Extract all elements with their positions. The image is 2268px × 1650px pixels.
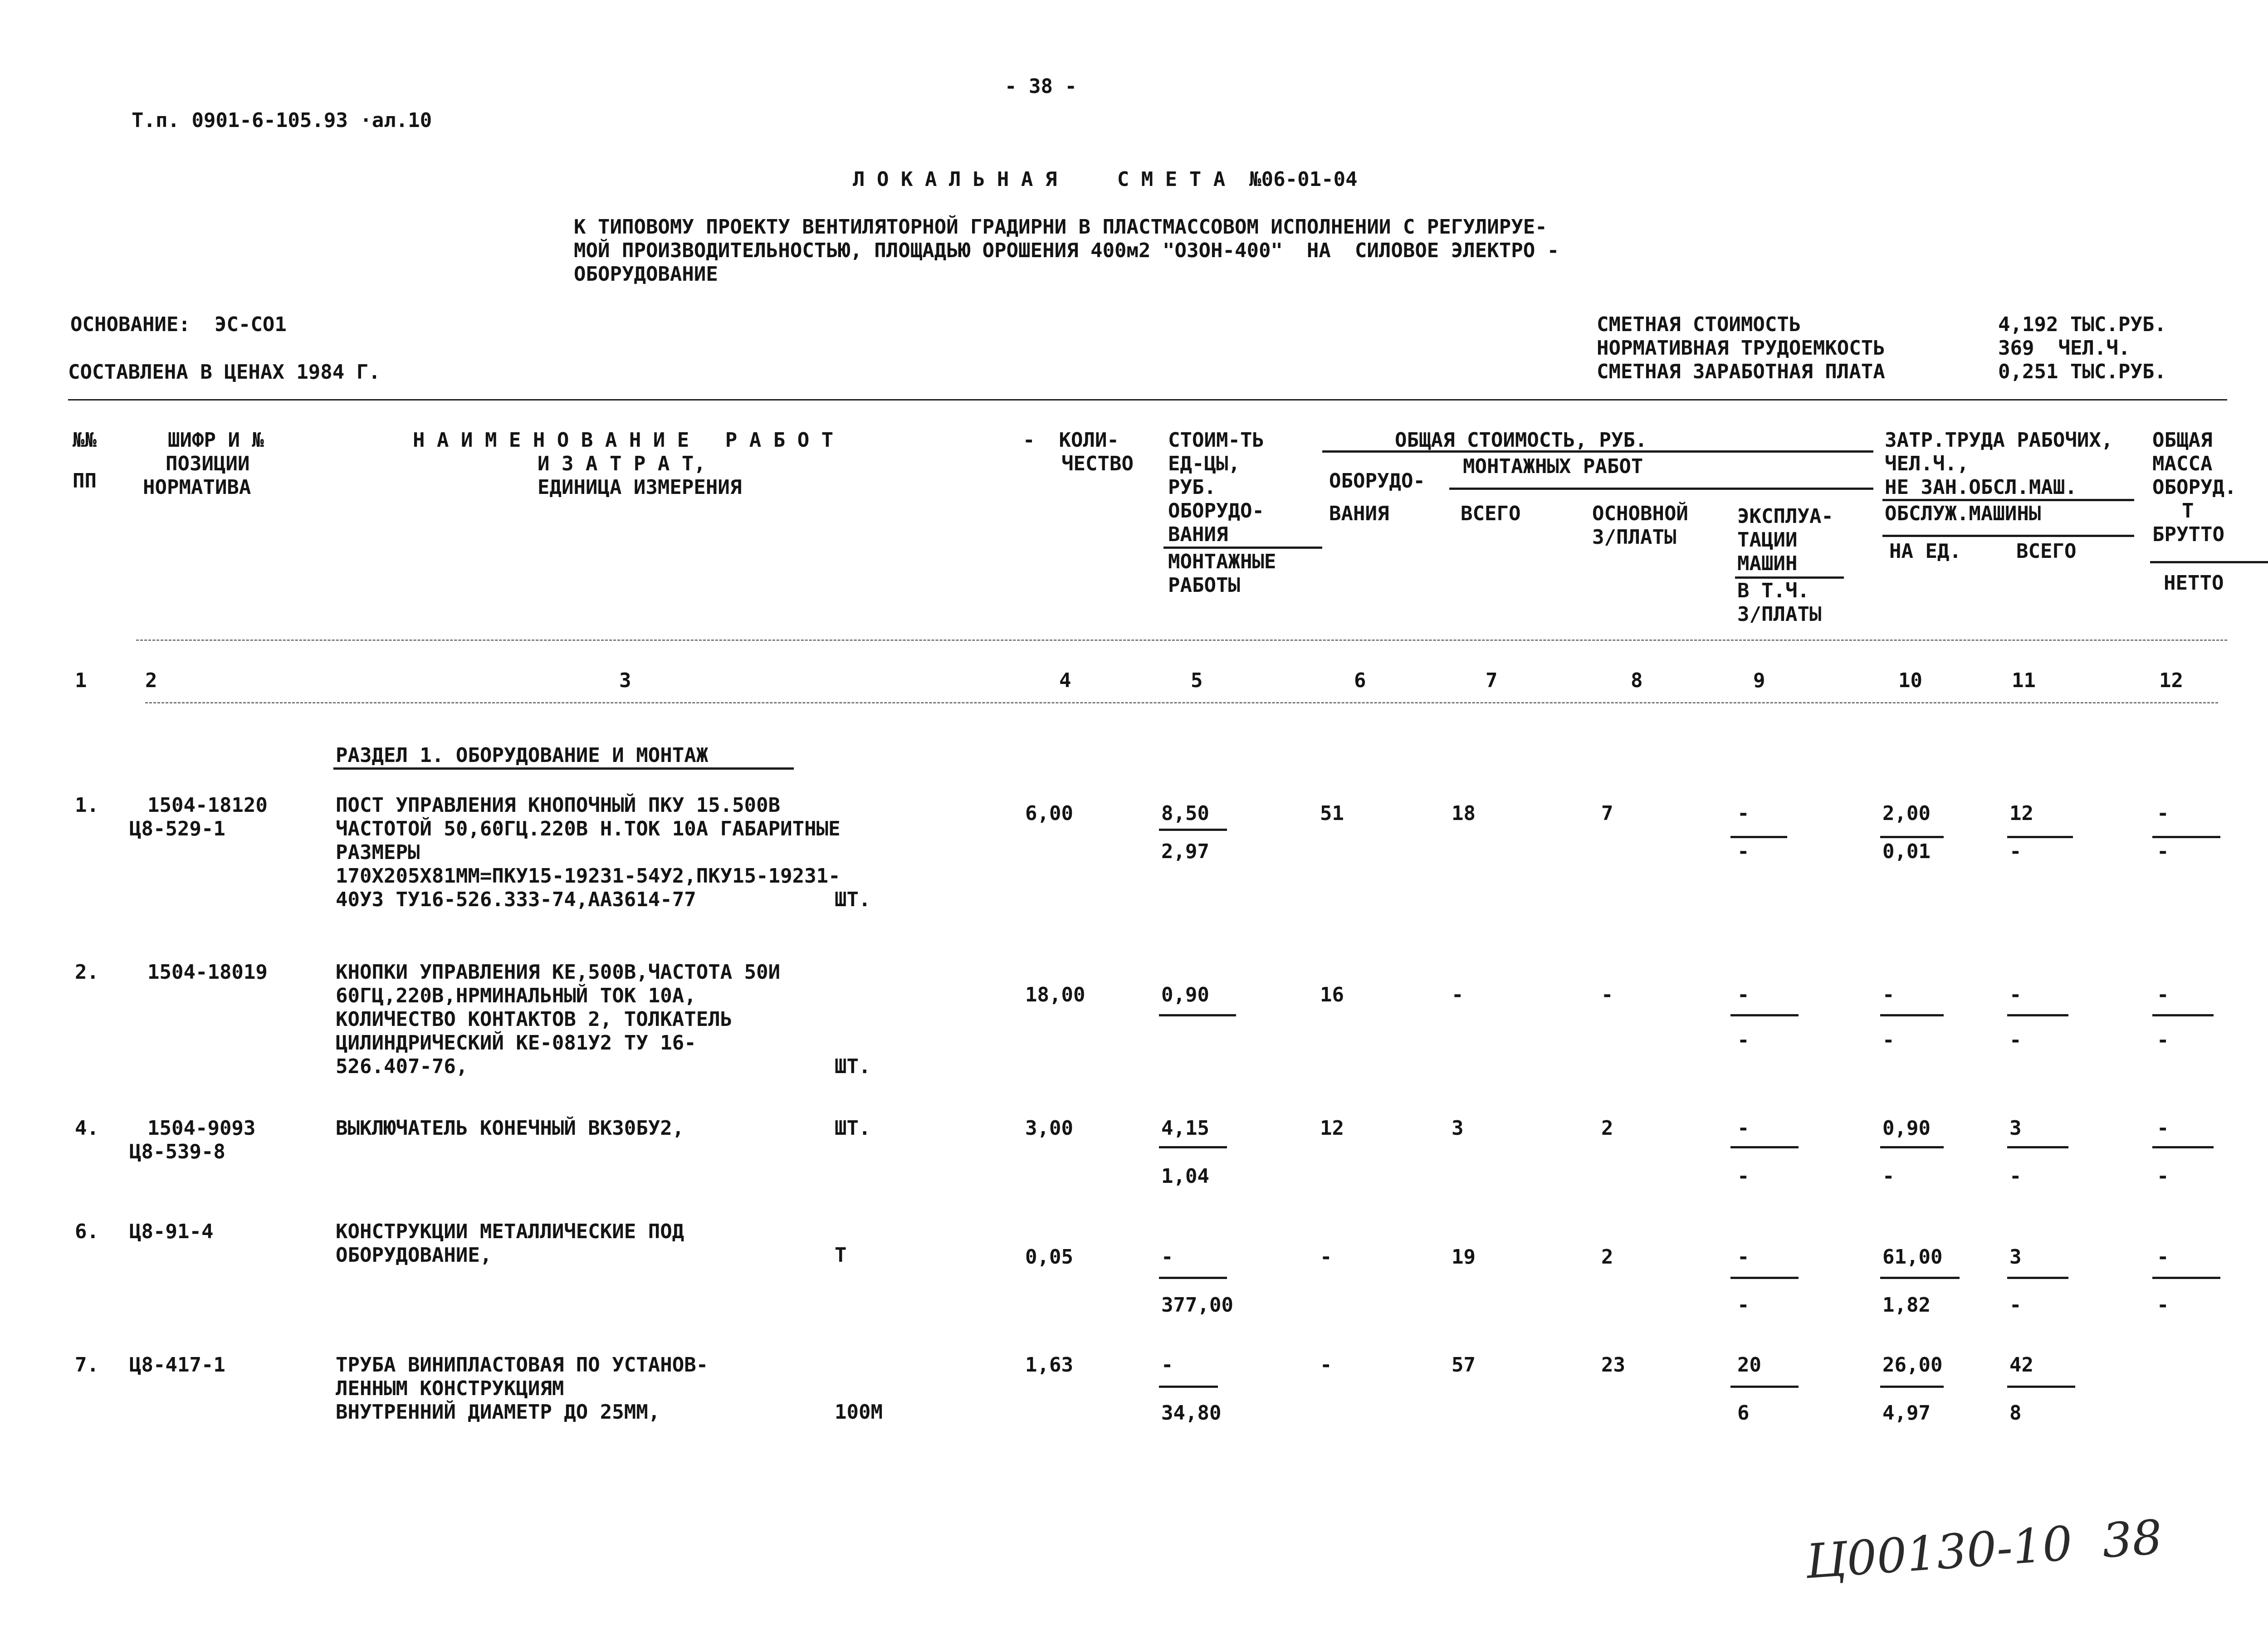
row-unit-cost-equipment: - <box>1161 1245 1173 1269</box>
row-name-line: ОБОРУДОВАНИЕ, <box>336 1244 492 1267</box>
basis: ОСНОВАНИЕ: ЭС-СО1 <box>70 313 287 336</box>
col-number-11: 11 <box>2012 669 2036 692</box>
header-col9-line3: МАШИН <box>1737 552 1798 575</box>
section-title: РАЗДЕЛ 1. ОБОРУДОВАНИЕ И МОНТАЖ <box>336 744 709 767</box>
handwritten-note: Ц00130-10 38 <box>1804 1509 2164 1590</box>
row-labor-machine-total: 8 <box>2009 1401 2022 1425</box>
header-col9-line2: ТАЦИИ <box>1737 528 1798 552</box>
row-code: Ц8-539-8 <box>129 1140 225 1163</box>
row-base-wage: - <box>1601 983 1613 1006</box>
col-number-1: 1 <box>75 669 87 692</box>
row-number: 6. <box>75 1220 99 1243</box>
row-quantity: 1,63 <box>1025 1353 1073 1377</box>
row-base-wage: 2 <box>1601 1117 1613 1140</box>
header-divider <box>136 639 2227 641</box>
col-number-10: 10 <box>1898 669 1922 692</box>
row-unit: Т <box>835 1244 847 1267</box>
header-col12-line3: ОБОРУД. <box>2152 476 2237 499</box>
row-labor-per-unit: 26,00 <box>1882 1353 1943 1377</box>
row-name-line: ЦИЛИНДРИЧЕСКИЙ КЕ-081У2 ТУ 16- <box>336 1031 696 1054</box>
header-col1-line1: №№ <box>73 429 97 452</box>
header-col4-line2: ЧЕСТВО <box>1061 452 1134 475</box>
row-code: 1504-18019 <box>147 961 268 984</box>
row-labor-machine-per-unit: - <box>1882 1029 1895 1052</box>
header-rule <box>68 399 2227 400</box>
row-mass-gross: - <box>2157 802 2169 825</box>
header-col5-line4: ОБОРУДО- <box>1168 499 1264 522</box>
col-number-4: 4 <box>1059 669 1071 692</box>
header-col1-line2: ПП <box>73 469 97 493</box>
row-total-equipment: - <box>1320 1353 1332 1377</box>
row-machine-cost: - <box>1737 802 1750 825</box>
header-group-labor-line1: ЗАТР.ТРУДА РАБОЧИХ, <box>1885 429 2113 452</box>
row-unit-cost-equipment: 0,90 <box>1161 983 1209 1006</box>
header-col5-line2: ЕД-ЦЫ, <box>1168 452 1240 475</box>
row-code: Ц8-529-1 <box>129 817 225 840</box>
row-name-line: ТРУБА ВИНИПЛАСТОВАЯ ПО УСТАНОВ- <box>336 1353 709 1377</box>
header-col2-line1: ШИФР И № <box>168 429 264 452</box>
row-base-wage: 23 <box>1601 1353 1625 1377</box>
row-machine-cost: - <box>1737 983 1750 1006</box>
row-total-mounting: 3 <box>1452 1117 1464 1140</box>
subtitle-line-1: К ТИПОВОМУ ПРОЕКТУ ВЕНТИЛЯТОРНОЙ ГРАДИРНИ В ПЛАСТМАССОВОМ ИСПОЛНЕНИИ С РЕГУЛИРУЕ- <box>574 215 1547 239</box>
col-number-7: 7 <box>1486 669 1498 692</box>
col-number-12: 12 <box>2159 669 2183 692</box>
header-col9-line1: ЭКСПЛУА- <box>1737 505 1833 528</box>
row-quantity: 6,00 <box>1025 802 1073 825</box>
summary-labor-value: 369 ЧЕЛ.Ч. <box>1998 337 2131 360</box>
header-col12-line2: МАССА <box>2152 452 2213 475</box>
col-number-9: 9 <box>1753 669 1765 692</box>
row-name-line: КОНСТРУКЦИИ МЕТАЛЛИЧЕСКИЕ ПОД <box>336 1220 684 1243</box>
col-number-6: 6 <box>1354 669 1366 692</box>
row-name-line: КОЛИЧЕСТВО КОНТАКТОВ 2, ТОЛКАТЕЛЬ <box>336 1008 733 1031</box>
row-labor-total: 3 <box>2009 1117 2022 1140</box>
header-col2-line3: НОРМАТИВА <box>143 476 251 499</box>
row-labor-machine-total: - <box>2009 840 2022 863</box>
row-name-line: ВЫКЛЮЧАТЕЛЬ КОНЕЧНЫЙ ВК30БУ2, <box>336 1117 684 1140</box>
row-mass-net: - <box>2157 840 2169 863</box>
header-col9-bottom-line2: З/ПЛАТЫ <box>1737 603 1822 626</box>
row-quantity: 0,05 <box>1025 1245 1073 1269</box>
row-total-mounting: - <box>1452 983 1464 1006</box>
header-col3-line1: Н А И М Е Н О В А Н И Е Р А Б О Т <box>413 429 834 452</box>
row-number: 1. <box>75 794 99 817</box>
col-number-5: 5 <box>1191 669 1203 692</box>
header-col12-line1: ОБЩАЯ <box>2152 429 2213 452</box>
header-col7: ВСЕГО <box>1461 502 1521 525</box>
header-group-labor-line2: ЧЕЛ.Ч., <box>1885 452 1969 475</box>
row-number: 7. <box>75 1353 99 1377</box>
row-total-equipment: 16 <box>1320 983 1344 1006</box>
row-name-line: ЧАСТОТОЙ 50,60ГЦ.220В Н.ТОК 10А ГАБАРИТНЫЕ <box>336 817 841 840</box>
row-name-line: 40У3 ТУ16-526.333-74,АА3614-77 <box>336 888 696 911</box>
row-name-line: 170Х205Х81ММ=ПКУ15-19231-54У2,ПКУ15-19231- <box>336 864 841 888</box>
header-col3-line3: ЕДИНИЦА ИЗМЕРЕНИЯ <box>538 476 742 499</box>
row-labor-machine-per-unit: 0,01 <box>1882 840 1931 863</box>
column-number-divider <box>145 702 2218 703</box>
row-unit: ШТ. <box>835 1117 871 1140</box>
summary-wage-value: 0,251 ТЫС.РУБ. <box>1998 360 2166 383</box>
header-group-labor-line3: НЕ ЗАН.ОБСЛ.МАШ. <box>1885 476 2077 499</box>
row-code: 1504-9093 <box>147 1117 256 1140</box>
row-machine-wage: 6 <box>1737 1401 1750 1425</box>
row-mass-net: - <box>2157 1294 2169 1317</box>
row-mass-gross: - <box>2157 983 2169 1006</box>
row-unit-cost-mounting: 34,80 <box>1161 1401 1222 1425</box>
row-name-line: КНОПКИ УПРАВЛЕНИЯ КЕ,500В,ЧАСТОТА 50И <box>336 961 781 984</box>
row-labor-per-unit: - <box>1882 983 1895 1006</box>
row-labor-machine-total: - <box>2009 1029 2022 1052</box>
header-group-mounting: МОНТАЖНЫХ РАБОТ <box>1463 455 1643 478</box>
header-col10: НА ЕД. <box>1889 540 1961 563</box>
header-col5-bottom-line2: РАБОТЫ <box>1168 574 1240 597</box>
subtitle-line-2: МОЙ ПРОИЗВОДИТЕЛЬНОСТЬЮ, ПЛОЩАДЬЮ ОРОШЕНИЯ 400м2 "ОЗОН-400" НА СИЛОВОЕ ЭЛЕКТРО - <box>574 239 1559 262</box>
header-col5-line1: СТОИМ-ТЬ <box>1168 429 1264 452</box>
row-name-line: 60ГЦ,220В,НРМИНАЛЬНЫЙ ТОК 10А, <box>336 984 696 1007</box>
document-reference: Т.п. 0901-6-105.93 ·ал.10 <box>132 109 432 132</box>
row-quantity: 3,00 <box>1025 1117 1073 1140</box>
row-labor-per-unit: 2,00 <box>1882 802 1931 825</box>
row-total-equipment: 51 <box>1320 802 1344 825</box>
row-labor-per-unit: 61,00 <box>1882 1245 1943 1269</box>
row-machine-wage: - <box>1737 1029 1750 1052</box>
row-base-wage: 2 <box>1601 1245 1613 1269</box>
row-machine-wage: - <box>1737 1165 1750 1188</box>
row-labor-total: 42 <box>2009 1353 2033 1377</box>
row-machine-cost: - <box>1737 1245 1750 1269</box>
row-total-mounting: 19 <box>1452 1245 1476 1269</box>
row-total-mounting: 57 <box>1452 1353 1476 1377</box>
row-machine-wage: - <box>1737 1294 1750 1317</box>
row-base-wage: 7 <box>1601 802 1613 825</box>
price-basis: СОСТАВЛЕНА В ЦЕНАХ 1984 Г. <box>68 361 381 384</box>
header-group-total-cost: ОБЩАЯ СТОИМОСТЬ, РУБ. <box>1395 429 1647 452</box>
row-name-line: ПОСТ УПРАВЛЕНИЯ КНОПОЧНЫЙ ПКУ 15.500В <box>336 794 781 817</box>
row-total-equipment: - <box>1320 1245 1332 1269</box>
row-labor-per-unit: 0,90 <box>1882 1117 1931 1140</box>
row-unit-cost-equipment: 8,50 <box>1161 802 1209 825</box>
row-unit-cost-equipment: - <box>1161 1353 1173 1377</box>
row-unit: 100М <box>835 1401 883 1424</box>
header-col2-line2: ПОЗИЦИИ <box>166 452 250 475</box>
row-labor-total: 12 <box>2009 802 2033 825</box>
row-number: 2. <box>75 961 99 984</box>
row-total-mounting: 18 <box>1452 802 1476 825</box>
summary-wage-label: СМЕТНАЯ ЗАРАБОТНАЯ ПЛАТА <box>1597 360 1885 383</box>
row-code: 1504-18120 <box>147 794 268 817</box>
row-mass-net: - <box>2157 1029 2169 1052</box>
row-unit: ШТ. <box>835 1055 871 1078</box>
subtitle-line-3: ОБОРУДОВАНИЕ <box>574 263 718 286</box>
row-labor-machine-total: - <box>2009 1165 2022 1188</box>
row-mass-gross: - <box>2157 1117 2169 1140</box>
header-col12-line5: БРУТТО <box>2152 523 2224 546</box>
header-col8-line1: ОСНОВНОЙ <box>1592 502 1688 525</box>
header-col6-line1: ОБОРУДО- <box>1329 469 1425 493</box>
row-unit-cost-mounting: 1,04 <box>1161 1165 1209 1188</box>
row-unit-cost-mounting: 377,00 <box>1161 1294 1233 1317</box>
header-col5-line5: ВАНИЯ <box>1168 523 1228 546</box>
row-unit: ШТ. <box>835 888 871 911</box>
row-machine-cost: - <box>1737 1117 1750 1140</box>
row-code: Ц8-91-4 <box>129 1220 214 1243</box>
header-col8-line2: З/ПЛАТЫ <box>1592 526 1677 549</box>
row-labor-machine-per-unit: 1,82 <box>1882 1294 1931 1317</box>
header-col6-line2: ВАНИЯ <box>1329 502 1389 525</box>
row-labor-machine-per-unit: 4,97 <box>1882 1401 1931 1425</box>
header-col12-line4: Т <box>2182 499 2194 522</box>
row-unit-cost-mounting: 2,97 <box>1161 840 1209 863</box>
page-number: - 38 - <box>1005 75 1077 98</box>
row-mass-net: - <box>2157 1165 2169 1188</box>
col-number-3: 3 <box>619 669 631 692</box>
row-labor-total: - <box>2009 983 2022 1006</box>
row-name-line: РАЗМЕРЫ <box>336 841 420 864</box>
row-machine-wage: - <box>1737 840 1750 863</box>
row-labor-machine-per-unit: - <box>1882 1165 1895 1188</box>
header-col12-bottom: НЕТТО <box>2164 571 2224 595</box>
summary-labor-label: НОРМАТИВНАЯ ТРУДОЕМКОСТЬ <box>1597 337 1885 360</box>
header-col11: ВСЕГО <box>2016 540 2077 563</box>
row-name-line: ЛЕННЫМ КОНСТРУКЦИЯМ <box>336 1377 564 1400</box>
row-total-equipment: 12 <box>1320 1117 1344 1140</box>
row-code: Ц8-417-1 <box>129 1353 225 1377</box>
row-machine-cost: 20 <box>1737 1353 1761 1377</box>
header-group-labor-line4: ОБСЛУЖ.МАШИНЫ <box>1885 502 2041 525</box>
header-col9-bottom-line1: В Т.Ч. <box>1737 579 1809 602</box>
header-col5-bottom-line1: МОНТАЖНЫЕ <box>1168 550 1276 573</box>
header-col4-line1: - КОЛИ- <box>1023 429 1119 452</box>
summary-cost-value: 4,192 ТЫС.РУБ. <box>1998 313 2166 336</box>
header-col5-line3: РУБ. <box>1168 476 1216 499</box>
row-name-line: ВНУТРЕННИЙ ДИАМЕТР ДО 25ММ, <box>336 1401 660 1424</box>
row-name-line: 526.407-76, <box>336 1055 468 1078</box>
col-number-8: 8 <box>1631 669 1643 692</box>
row-unit-cost-equipment: 4,15 <box>1161 1117 1209 1140</box>
col-number-2: 2 <box>145 669 157 692</box>
header-col3-line2: И З А Т Р А Т, <box>538 452 706 475</box>
row-labor-machine-total: - <box>2009 1294 2022 1317</box>
row-labor-total: 3 <box>2009 1245 2022 1269</box>
summary-cost-label: СМЕТНАЯ СТОИМОСТЬ <box>1597 313 1801 336</box>
row-quantity: 18,00 <box>1025 983 1085 1006</box>
row-mass-gross: - <box>2157 1245 2169 1269</box>
row-number: 4. <box>75 1117 99 1140</box>
document-title: Л О К А Л Ь Н А Я С М Е Т А №06-01-04 <box>853 168 1358 191</box>
